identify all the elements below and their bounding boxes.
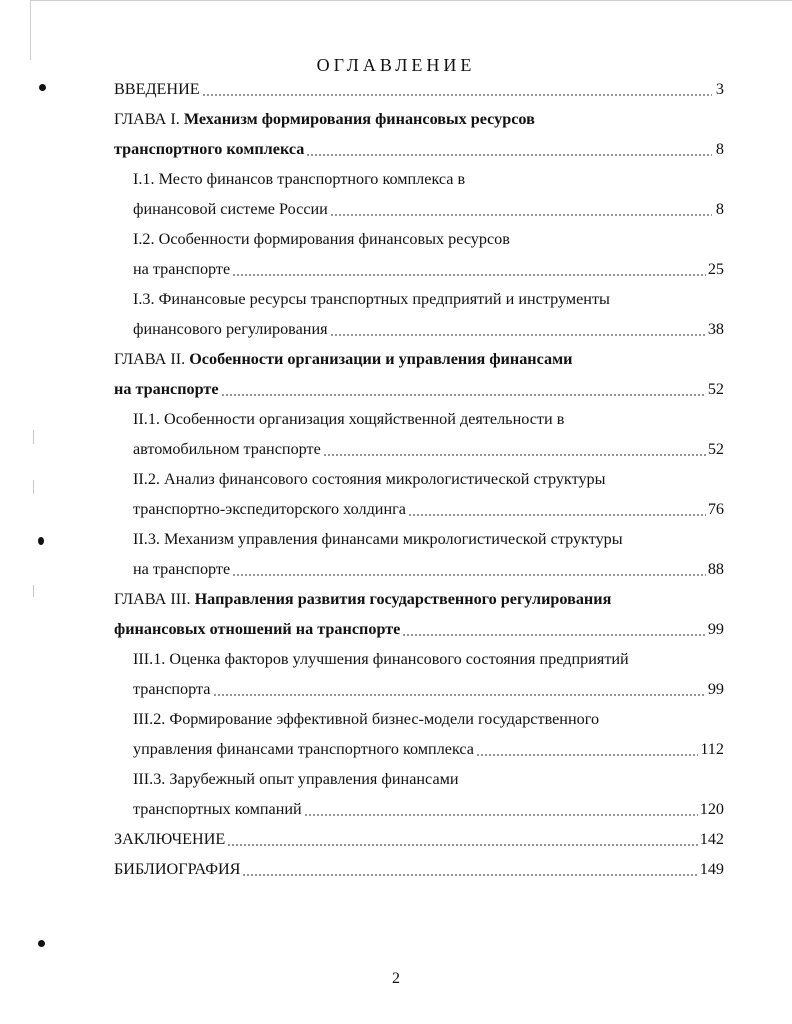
toc-entry-text — [133, 560, 230, 579]
toc-entry-text — [133, 800, 302, 819]
toc-entry-label: ГЛАВА II. — [114, 349, 190, 368]
toc-line — [114, 524, 724, 554]
toc-line — [114, 254, 724, 284]
dot-leader — [304, 800, 698, 818]
toc-page-number: 120 — [699, 799, 724, 818]
toc-line — [114, 134, 724, 164]
toc-line — [114, 404, 724, 434]
dot-leader — [306, 140, 712, 158]
toc-entry-text — [133, 260, 230, 279]
toc-line — [114, 194, 724, 224]
toc-entry-label: III.3. Зарубежный опыт управления финансами — [133, 769, 459, 788]
toc-line — [114, 434, 724, 464]
toc-entry-bold-label: Направления развития государственного регулирования — [194, 589, 612, 608]
toc-line — [114, 284, 724, 314]
scan-edge-top — [30, 0, 792, 1]
toc-entry-label: II.3. Механизм управления финансами микрологистической структуры — [133, 529, 623, 548]
toc-entry-text — [114, 620, 400, 639]
toc-line — [114, 494, 724, 524]
toc-line — [114, 734, 724, 764]
toc-entry-text — [133, 170, 465, 189]
toc-line — [114, 164, 724, 194]
toc-entry-label: управления финансами транспортного комплекса — [133, 739, 474, 758]
toc-page-number: 8 — [715, 139, 724, 158]
toc-entry-label: ЗАКЛЮЧЕНИЕ — [114, 829, 226, 848]
scan-mark — [33, 585, 34, 597]
dot-leader — [227, 830, 697, 848]
dot-leader — [232, 260, 706, 278]
toc-entry-bold-label: на транспорте — [114, 379, 219, 398]
toc-page-number: 52 — [707, 439, 724, 458]
toc-entry-text — [114, 110, 535, 129]
dot-leader — [202, 80, 712, 98]
toc-entry-label: финансовой системе России — [133, 199, 328, 218]
toc-entry-text — [133, 470, 606, 489]
scan-speck — [39, 84, 46, 91]
scan-mark — [33, 430, 34, 444]
toc-page-number: 99 — [707, 619, 724, 638]
toc-entry-label: на транспорте — [133, 559, 231, 578]
toc-page-number: 142 — [699, 829, 724, 848]
toc-entry-text — [133, 230, 510, 249]
toc-entry-label: I.1. Место финансов транспортного комплекса в — [133, 169, 466, 188]
dot-leader — [221, 380, 706, 398]
toc-entry-label: транспорта — [133, 679, 211, 698]
toc-line — [114, 104, 724, 134]
toc-entry-text — [114, 590, 611, 609]
toc-line — [114, 584, 724, 614]
toc-entry-text — [114, 140, 304, 159]
toc-entry-bold-label: финансовых отношений на транспорте — [114, 619, 401, 638]
dot-leader — [402, 620, 705, 638]
toc-entry-label: II.1. Особенности организация хощяйственной деятельности в — [133, 409, 565, 428]
toc-entry-text — [114, 350, 572, 369]
toc-entry-text — [133, 710, 599, 729]
toc-page-number: 112 — [700, 739, 724, 758]
dot-leader — [408, 500, 706, 518]
toc-line — [114, 374, 724, 404]
scan-mark — [33, 480, 34, 494]
toc-entry-label: транспортно-экспедиторского холдинга — [133, 499, 406, 518]
toc-entry-text — [133, 680, 211, 699]
toc-line — [114, 644, 724, 674]
toc-line — [114, 794, 724, 824]
toc-entry-bold-label: Особенности организации и управления финансами — [189, 349, 573, 368]
toc-entry-label: III.1. Оценка факторов улучшения финансового состояния предприятий — [133, 649, 629, 668]
toc-entry-label: II.2. Анализ финансового состояния микрологистической структуры — [133, 469, 606, 488]
toc-page-number: 76 — [707, 499, 724, 518]
toc-line — [114, 554, 724, 584]
toc-entry-label: финансового регулирования — [133, 319, 328, 338]
toc-entry-label: ВВЕДЕНИЕ — [114, 79, 200, 98]
toc-page-number: 99 — [707, 679, 724, 698]
dot-leader — [232, 560, 706, 578]
toc-entry-text — [133, 290, 610, 309]
toc-entry-text — [133, 200, 328, 219]
toc-line — [114, 764, 724, 794]
dot-leader — [213, 680, 706, 698]
toc-entry-text — [133, 500, 406, 519]
toc-line — [114, 224, 724, 254]
dot-leader — [330, 200, 712, 218]
toc-entry-text — [114, 80, 200, 99]
toc-entry-text — [114, 830, 225, 849]
toc-line — [114, 854, 724, 884]
toc-entry-text — [133, 770, 459, 789]
dot-leader — [476, 740, 698, 758]
toc-entry-label: транспортных компаний — [133, 799, 302, 818]
toc-line — [114, 464, 724, 494]
toc-line — [114, 344, 724, 374]
toc-page-number: 149 — [699, 859, 724, 878]
toc-entry-bold-label: Механизм формирования финансовых ресурсов — [183, 109, 535, 128]
dot-leader — [323, 440, 706, 458]
toc-page-number: 88 — [707, 559, 724, 578]
toc-entry-text — [133, 320, 328, 339]
scan-speck — [38, 537, 44, 545]
toc-line — [114, 704, 724, 734]
page-number: 2 — [392, 970, 400, 987]
toc-entry-label: I.3. Финансовые ресурсы транспортных предприятий и инструменты — [133, 289, 610, 308]
dot-leader — [330, 320, 706, 338]
toc-entry-bold-label: транспортного комплекса — [114, 139, 305, 158]
toc-entry-label: III.2. Формирование эффективной бизнес-модели государственного — [133, 709, 600, 728]
scan-speck — [38, 940, 45, 947]
toc-page-number: 3 — [715, 79, 724, 98]
toc-line — [114, 674, 724, 704]
toc-entry-label: БИБЛИОГРАФИЯ — [114, 859, 241, 878]
toc-line — [114, 74, 724, 104]
toc-entry-text — [114, 380, 219, 399]
table-of-contents — [114, 74, 724, 884]
toc-page-number: 52 — [707, 379, 724, 398]
toc-entry-label: ГЛАВА III. — [114, 589, 195, 608]
toc-line — [114, 314, 724, 344]
toc-entry-text — [133, 740, 474, 759]
toc-entry-text — [133, 440, 321, 459]
toc-entry-text — [133, 530, 623, 549]
toc-line — [114, 824, 724, 854]
scan-edge-left — [30, 0, 31, 60]
dot-leader — [242, 860, 697, 878]
toc-page-number: 8 — [715, 199, 724, 218]
toc-entry-text — [133, 410, 564, 429]
toc-entry-label: I.2. Особенности формирования финансовых ресурсов — [133, 229, 510, 248]
toc-entry-text — [114, 860, 240, 879]
toc-title: ОГЛАВЛЕНИЕ — [316, 55, 476, 75]
toc-entry-label: автомобильном транспорте — [133, 439, 321, 458]
toc-entry-label: ГЛАВА I. — [114, 109, 184, 128]
toc-entry-text — [133, 650, 629, 669]
toc-line — [114, 614, 724, 644]
toc-page-number: 25 — [707, 259, 724, 278]
toc-page-number: 38 — [707, 319, 724, 338]
toc-entry-label: на транспорте — [133, 259, 231, 278]
